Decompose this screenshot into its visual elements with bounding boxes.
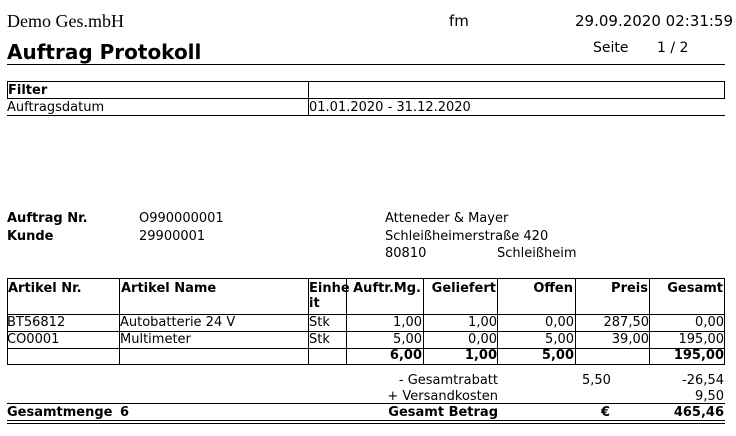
gesamt-betrag-value: 465,46 bbox=[673, 405, 724, 420]
col-header-artikel-name: Artikel Name bbox=[121, 281, 217, 296]
customer-street: Schleißheimerstraße 420 bbox=[385, 229, 549, 244]
user-code: fm bbox=[449, 12, 469, 30]
versand-value: 9,50 bbox=[695, 389, 724, 404]
cell-artikel-name: Autobatterie 24 V bbox=[120, 315, 236, 330]
cell-einheit: Stk bbox=[309, 332, 330, 347]
cell-preis: 287,50 bbox=[603, 315, 649, 330]
cell-auftr-mg: 1,00 bbox=[393, 315, 422, 330]
customer-city: Schleißheim bbox=[497, 246, 577, 261]
rabatt-value: -26,54 bbox=[682, 373, 724, 388]
cell-gesamt: 0,00 bbox=[695, 315, 724, 330]
col-header-gesamt: Gesamt bbox=[667, 281, 723, 296]
gesamt-betrag-label: Gesamt Betrag bbox=[388, 405, 498, 420]
versand-label: + Versandkosten bbox=[387, 389, 498, 404]
customer-zip: 80810 bbox=[385, 246, 427, 261]
cell-gesamt: 195,00 bbox=[678, 332, 724, 347]
cell-artikel-name: Multimeter bbox=[120, 332, 191, 347]
col-header-einheit-line1: Einhe bbox=[309, 281, 350, 296]
filter-heading: Filter bbox=[8, 83, 48, 98]
cell-geliefert: 1,00 bbox=[468, 315, 497, 330]
col-header-einheit-line2: it bbox=[309, 296, 320, 311]
divider bbox=[7, 98, 725, 99]
customer-name: Atteneder & Mayer bbox=[385, 211, 509, 226]
rabatt-label: - Gesamtrabatt bbox=[398, 373, 498, 388]
divider bbox=[7, 420, 725, 421]
divider bbox=[7, 423, 725, 424]
divider bbox=[7, 364, 725, 365]
page-label: Seite bbox=[593, 40, 629, 56]
print-datetime: 29.09.2020 02:31:59 bbox=[575, 12, 734, 30]
cell-offen: 0,00 bbox=[545, 315, 574, 330]
divider bbox=[7, 81, 725, 82]
col-header-offen: Offen bbox=[533, 281, 573, 296]
rabatt-percent: 5,50 bbox=[582, 373, 611, 388]
total-auftr-mg: 6,00 bbox=[389, 348, 422, 363]
gesamtmenge-label: Gesamtmenge bbox=[7, 405, 113, 420]
col-header-auftr-mg: Auftr.Mg. bbox=[353, 281, 421, 296]
col-header-geliefert: Geliefert bbox=[431, 281, 496, 296]
cell-einheit: Stk bbox=[309, 315, 330, 330]
cell-offen: 5,00 bbox=[545, 332, 574, 347]
cell-geliefert: 0,00 bbox=[468, 332, 497, 347]
filter-label: Auftragsdatum bbox=[7, 100, 105, 115]
currency-symbol: € bbox=[601, 405, 611, 420]
filter-value: 01.01.2020 - 31.12.2020 bbox=[309, 100, 471, 115]
divider bbox=[7, 278, 725, 279]
total-geliefert: 1,00 bbox=[464, 348, 497, 363]
cell-artikel-nr: BT56812 bbox=[7, 315, 66, 330]
cell-artikel-nr: CO0001 bbox=[7, 332, 60, 347]
cell-auftr-mg: 5,00 bbox=[393, 332, 422, 347]
cell-preis: 39,00 bbox=[611, 332, 649, 347]
page-number: 1 / 2 bbox=[657, 40, 689, 56]
total-offen: 5,00 bbox=[541, 348, 574, 363]
divider bbox=[7, 403, 725, 404]
customer-label: Kunde bbox=[7, 229, 54, 244]
col-header-artikel-nr: Artikel Nr. bbox=[8, 281, 82, 296]
order-no-label: Auftrag Nr. bbox=[7, 211, 88, 226]
total-gesamt: 195,00 bbox=[673, 348, 724, 363]
divider bbox=[724, 81, 725, 98]
divider bbox=[7, 115, 725, 116]
order-no: O990000001 bbox=[139, 211, 224, 226]
header-rule bbox=[7, 64, 725, 65]
gesamtmenge-value: 6 bbox=[120, 405, 130, 420]
customer-no: 29900001 bbox=[139, 229, 206, 244]
company-name: Demo Ges.mbH bbox=[7, 11, 124, 31]
divider bbox=[724, 278, 725, 364]
page-title: Auftrag Protokoll bbox=[7, 40, 202, 64]
col-header-preis: Preis bbox=[611, 281, 648, 296]
col-header-einheit bbox=[309, 281, 350, 311]
